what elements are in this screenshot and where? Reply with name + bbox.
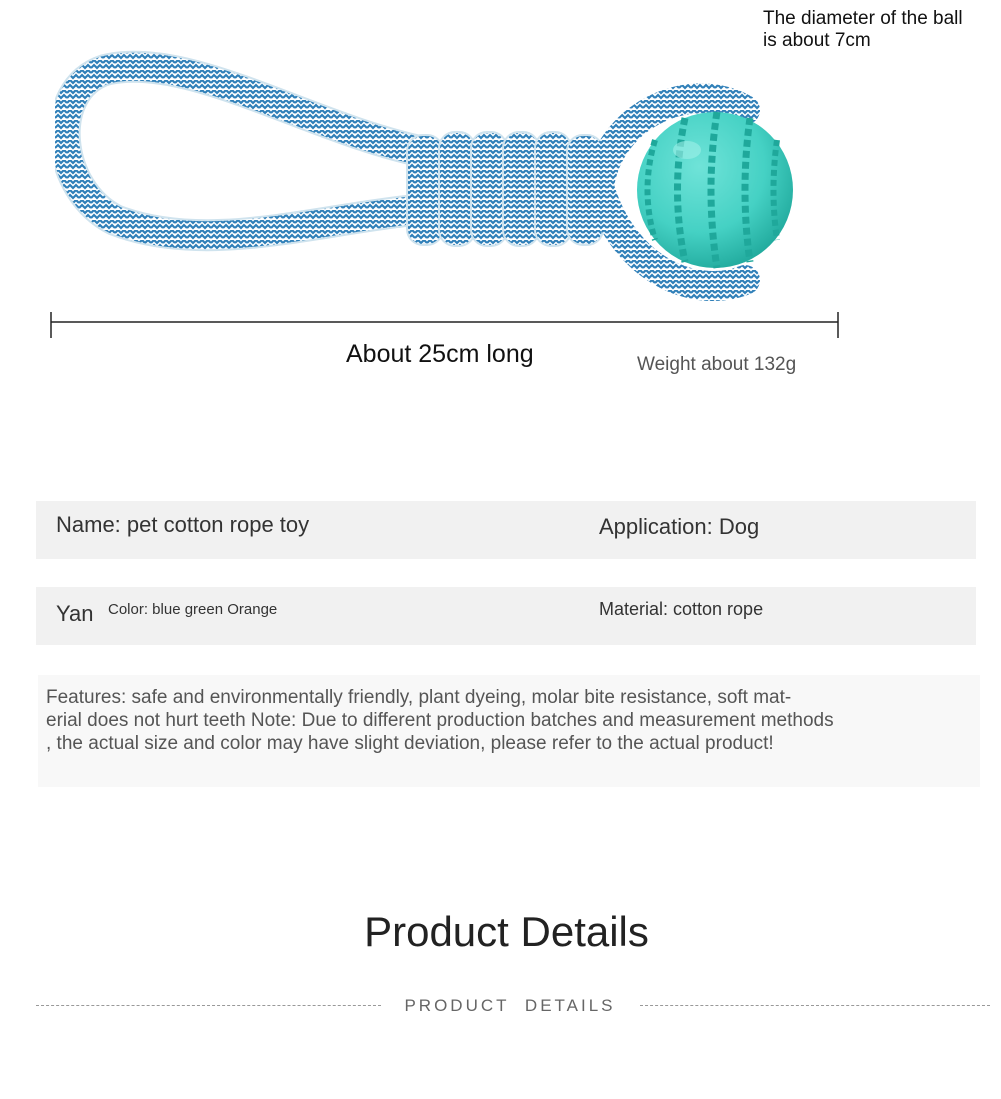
divider-left	[36, 1005, 381, 1006]
treat-ball	[637, 112, 793, 268]
weight-label: Weight about 132g	[637, 354, 797, 375]
spec-yan: Yan	[56, 601, 94, 626]
spec-name: Name: pet cotton rope toy	[56, 512, 310, 537]
rope-coils	[407, 132, 603, 246]
spec-application: Application: Dog	[599, 514, 760, 539]
rope-toy-image	[55, 40, 855, 320]
product-details-subtitle: PRODUCT DETAILS	[404, 996, 616, 1015]
rope-loop	[65, 67, 415, 236]
features-line-3: , the actual size and color may have slight deviation, please refer to the actual product!	[46, 733, 774, 754]
spec-material: Material: cotton rope	[599, 599, 764, 619]
ball-caption-line-2: is about 7cm	[763, 30, 871, 51]
features-line-1: Features: safe and environmentally friendly, plant dyeing, molar bite resistance, soft mat-	[46, 687, 792, 708]
features-text	[46, 686, 976, 755]
product-details-title: Product Details	[364, 908, 649, 955]
length-label: About 25cm long	[346, 340, 534, 368]
length-dimension-line	[50, 312, 840, 338]
spec-color: Color: blue green Orange	[108, 601, 278, 618]
divider-right	[640, 1005, 990, 1006]
ball-caption-line-1: The diameter of the ball	[763, 8, 963, 29]
features-line-2: erial does not hurt teeth Note: Due to different production batches and measurement methods	[46, 710, 834, 731]
